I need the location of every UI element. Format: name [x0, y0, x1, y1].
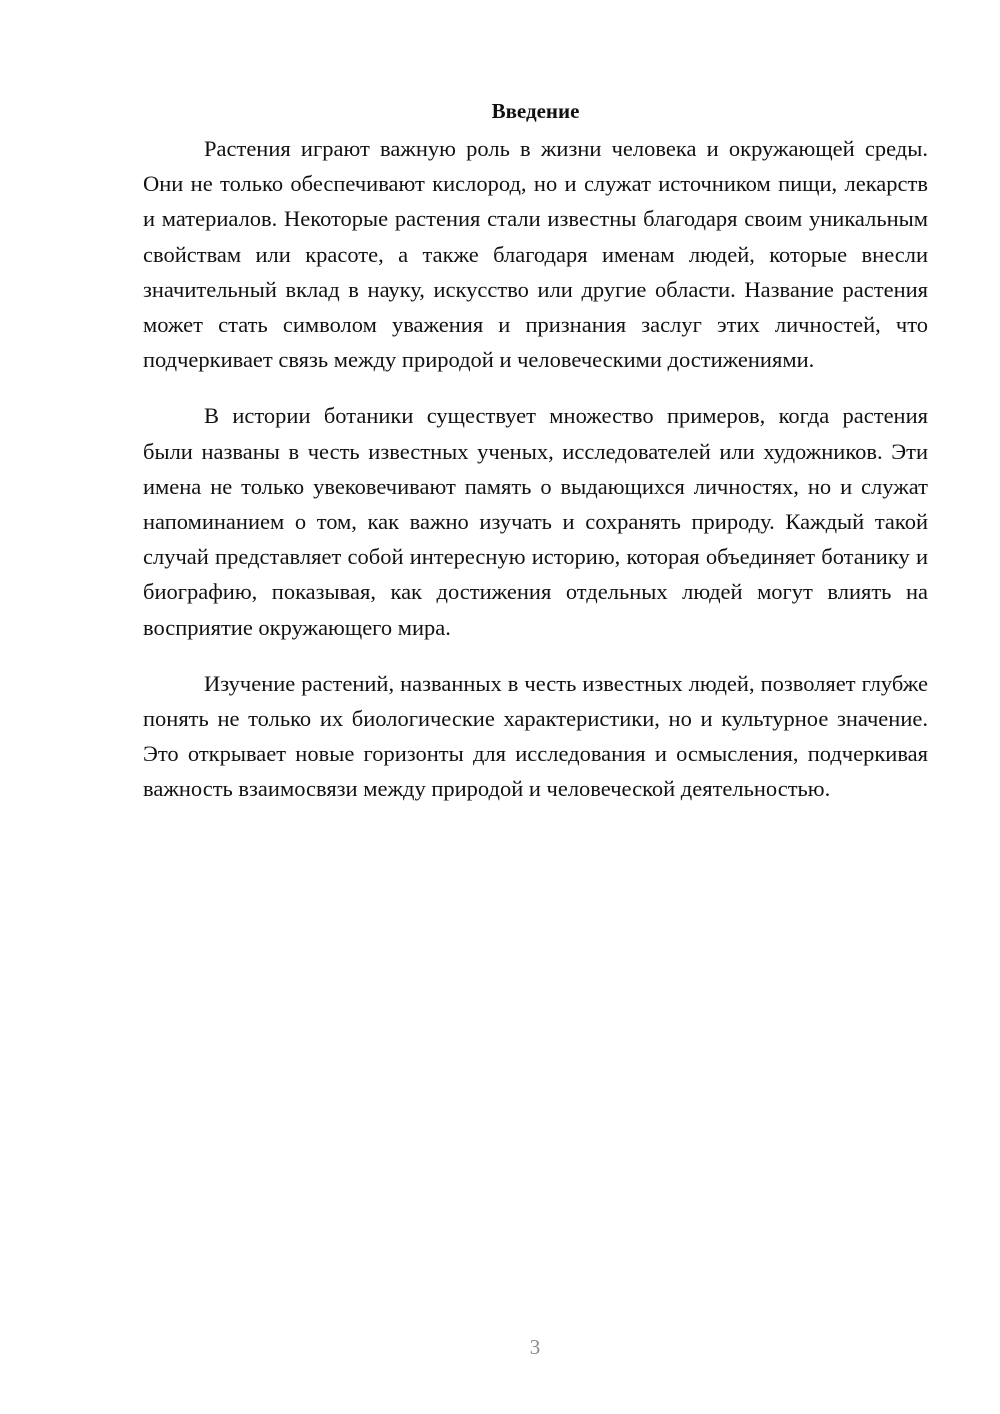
paragraph-1: Растения играют важную роль в жизни человека и окружающей среды. Они не только обеспечивают кислород, но и служат источником пищи, лекарств и материалов. Некоторые растения стали известны благодаря своим уникальным свойствам или красоте, а также благодаря именам людей, которые внесли значительный вклад в науку, искусство или другие области. Название растения может стать символом уважения и признания заслуг этих личностей, что подчеркивает связь между природой и человеческими достижениями.: [143, 136, 928, 373]
page-content: [143, 96, 928, 828]
section-heading: Введение: [491, 99, 580, 123]
paragraph-3: Изучение растений, названных в честь известных людей, позволяет глубже понять не только их биологические характеристики, но и культурное значение. Это открывает новые горизонты для исследования и осмысления, подчеркивая важность взаимосвязи между природой и человеческой деятельностью.: [143, 670, 928, 802]
paragraph-2: В истории ботаники существует множество примеров, когда растения были названы в честь известных ученых, исследователей или художников. Эти имена не только увековечивают память о выдающихся личностях, но и служат напоминанием о том, как важно изучать и сохранять природу. Каждый такой случай представляет собой интересную историю, которая объединяет ботанику и биографию, показывая, как достижения отдельных людей могут влиять на восприятие окружающего мира.: [143, 403, 928, 640]
page-number: 3: [529, 1335, 541, 1359]
